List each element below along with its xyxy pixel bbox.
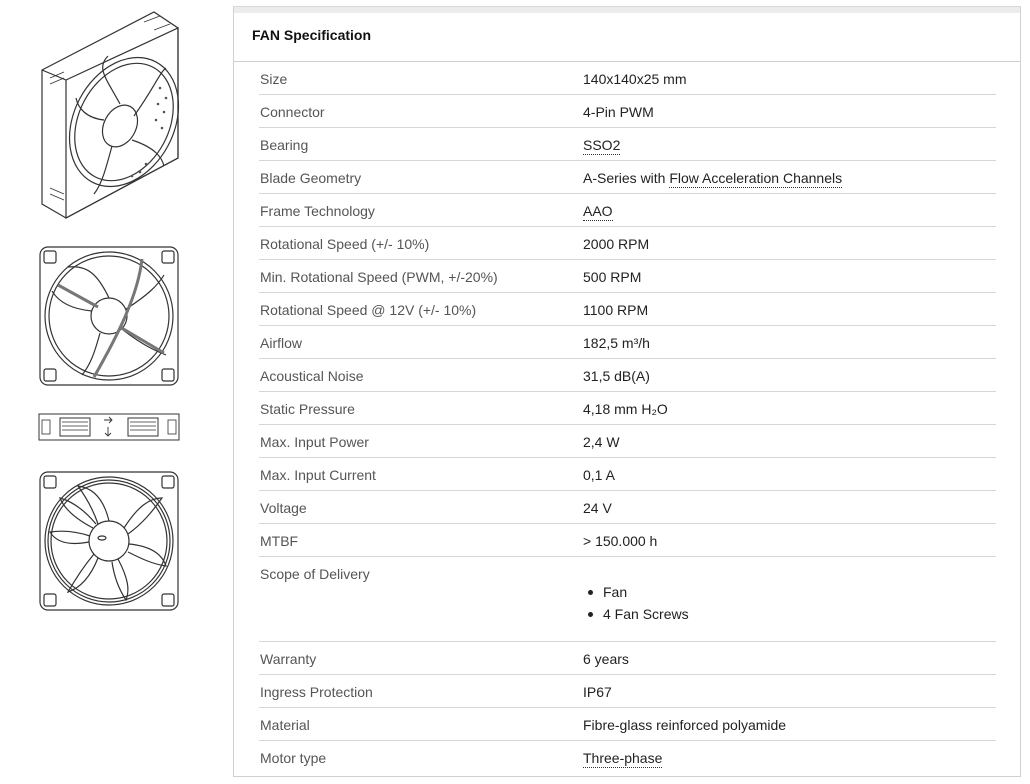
spec-row-acoustical-noise: [259, 359, 996, 392]
spec-row-static-pressure: [259, 392, 996, 425]
fan-front-drawing: [38, 245, 180, 387]
spec-label: Material: [260, 717, 310, 733]
spec-label: Connector: [260, 104, 325, 120]
spec-label: Acoustical Noise: [260, 368, 364, 384]
spec-value: [583, 170, 842, 186]
bearing-abbr-link[interactable]: SSO2: [583, 137, 621, 153]
spec-row-min-rotational-speed: [259, 260, 996, 293]
panel-header: [234, 6, 1020, 62]
spec-label: Airflow: [260, 335, 303, 351]
spec-value: Fibre-glass reinforced polyamide: [583, 717, 787, 733]
fan-specification-panel: [233, 6, 1021, 777]
spec-label: Frame Technology: [260, 203, 375, 219]
spec-value: [583, 203, 613, 219]
spec-value: 24 V: [583, 500, 612, 516]
spec-value: 182,5 m³/h: [583, 335, 650, 351]
spec-label: Max. Input Current: [260, 467, 376, 483]
spec-value: 6 years: [583, 651, 629, 667]
spec-value: 1100 RPM: [583, 302, 649, 318]
bullet-icon: [588, 612, 593, 617]
spec-label: Rotational Speed @ 12V (+/- 10%): [260, 302, 477, 318]
spec-row-warranty: [259, 642, 996, 675]
spec-value: 140x140x25 mm: [583, 71, 687, 87]
spec-row-motor-type: [259, 741, 996, 773]
spec-row-frame-technology: [259, 194, 996, 227]
spec-value: [583, 137, 620, 153]
spec-label: Ingress Protection: [260, 684, 373, 700]
spec-value: [583, 750, 662, 766]
spec-row-voltage: [259, 491, 996, 524]
panel-title: FAN Specification: [252, 27, 372, 43]
spec-value: 4,18 mm H₂O: [583, 401, 668, 417]
spec-value: 2,4 W: [583, 434, 620, 450]
fan-back-drawing: [38, 470, 180, 612]
list-item: Fan: [583, 581, 689, 603]
spec-row-blade-geometry: [259, 161, 996, 194]
value-prefix: A-Series with: [583, 170, 670, 186]
spec-value: 500 RPM: [583, 269, 642, 285]
spec-row-material: [259, 708, 996, 741]
spec-row-scope-of-delivery: [259, 557, 996, 642]
spec-value: 31,5 dB(A): [583, 368, 650, 384]
spec-label: Static Pressure: [260, 401, 355, 417]
spec-row-rotational-speed-12v: [259, 293, 996, 326]
fan-isometric-drawing: [36, 8, 184, 222]
spec-row-max-input-current: [259, 458, 996, 491]
spec-row-rotational-speed: [259, 227, 996, 260]
spec-value: IP67: [583, 684, 612, 700]
spec-table: [259, 62, 996, 773]
spec-row-max-input-power: [259, 425, 996, 458]
spec-label: Size: [260, 71, 288, 87]
spec-value: 4-Pin PWM: [583, 104, 654, 120]
spec-value: 0,1 A: [583, 467, 615, 483]
scope-of-delivery-list: [583, 581, 689, 625]
spec-label: Warranty: [260, 651, 317, 667]
spec-row-connector: [259, 95, 996, 128]
spec-row-ingress-protection: [259, 675, 996, 708]
spec-label: Voltage: [260, 500, 307, 516]
product-images-column: [0, 0, 230, 784]
aao-abbr-link[interactable]: AAO: [583, 203, 613, 219]
spec-label: MTBF: [260, 533, 299, 549]
flow-acceleration-channels-link[interactable]: Flow Acceleration Channels: [669, 170, 843, 186]
spec-row-bearing: [259, 128, 996, 161]
spec-label: Motor type: [260, 750, 327, 766]
spec-label: Rotational Speed (+/- 10%): [260, 236, 430, 252]
spec-row-airflow: [259, 326, 996, 359]
spec-label: Blade Geometry: [260, 170, 362, 186]
spec-label: Bearing: [260, 137, 309, 153]
spec-label: Min. Rotational Speed (PWM, +/-20%): [260, 269, 498, 285]
spec-value: > 150.000 h: [583, 533, 658, 549]
spec-value: 2000 RPM: [583, 236, 650, 252]
list-item: 4 Fan Screws: [583, 603, 689, 625]
spec-label: Scope of Delivery: [260, 566, 370, 582]
fan-side-drawing: [38, 410, 180, 444]
spec-row-mtbf: [259, 524, 996, 557]
three-phase-abbr-link[interactable]: Three-phase: [583, 750, 663, 766]
bullet-icon: [588, 590, 593, 595]
spec-label: Max. Input Power: [260, 434, 369, 450]
spec-row-size: [259, 62, 996, 95]
